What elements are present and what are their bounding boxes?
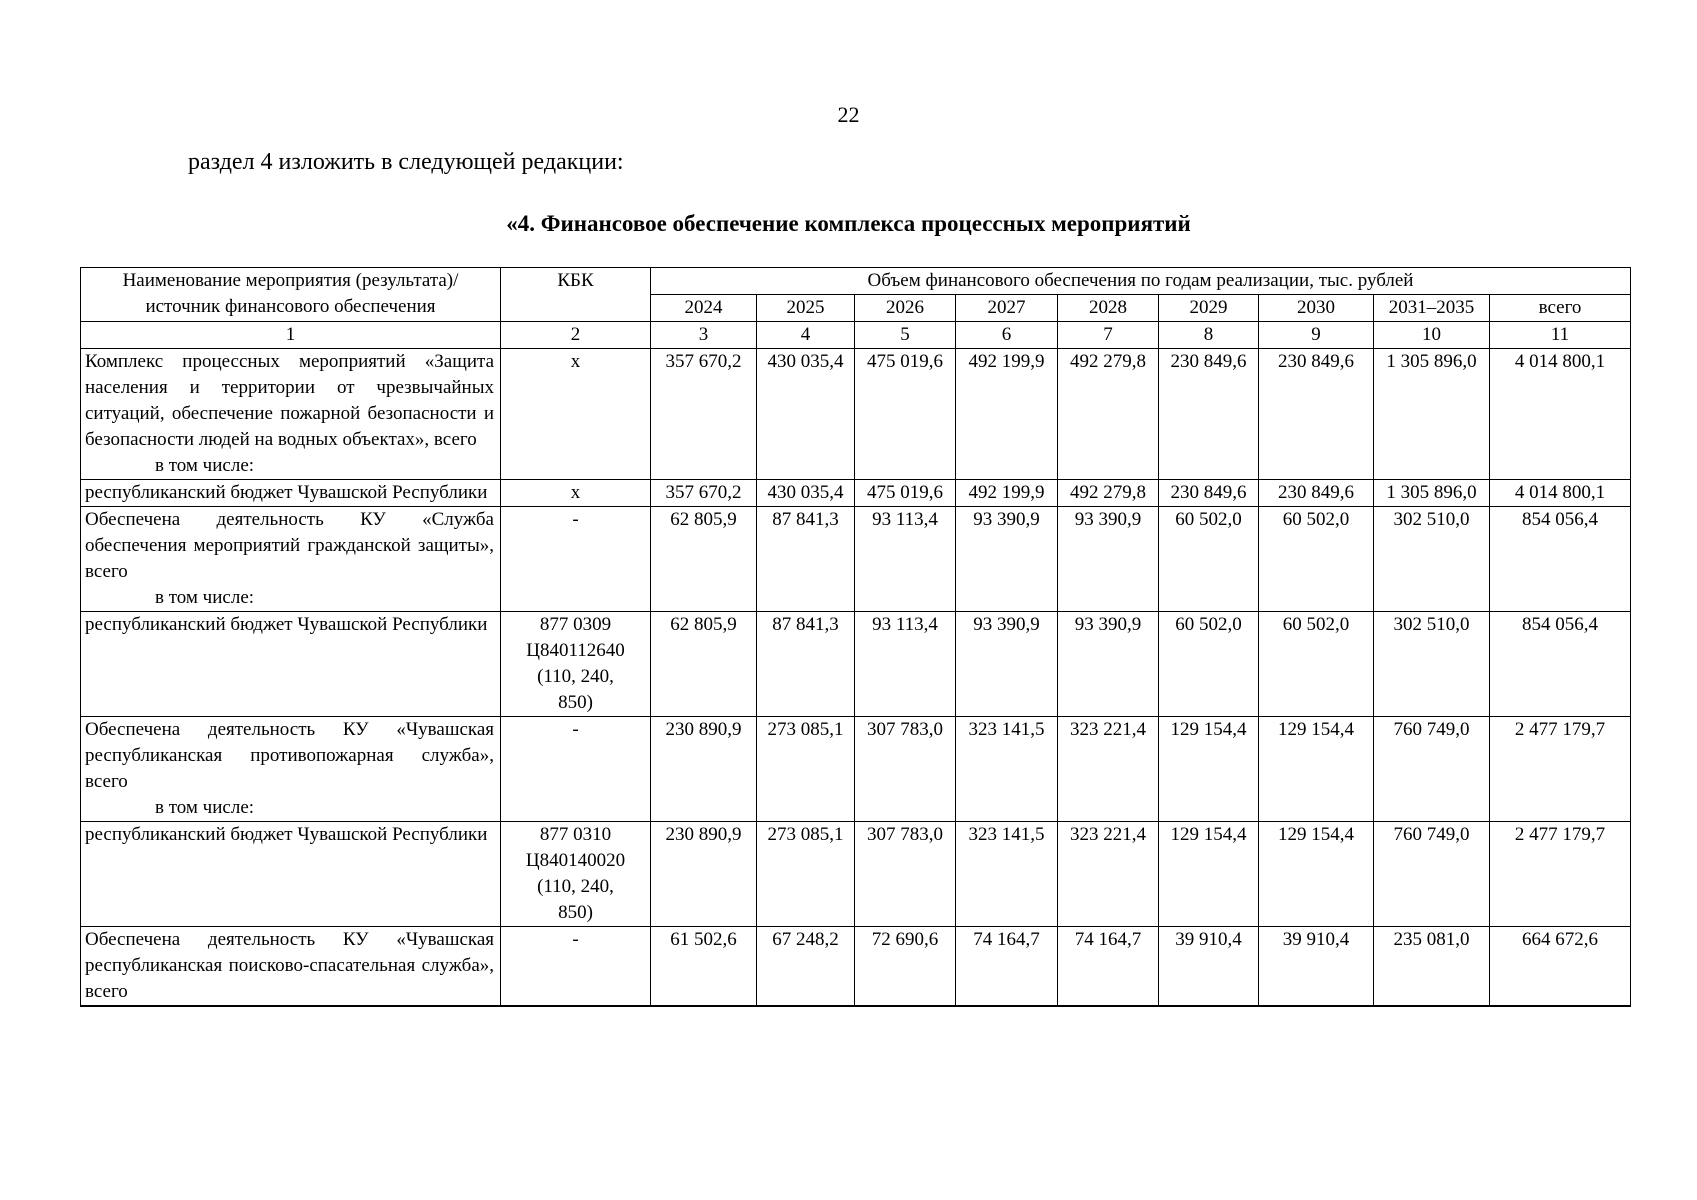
row-year-value: 67 248,2 — [757, 927, 855, 1007]
column-index: 11 — [1490, 322, 1631, 349]
row-year-value: 93 390,9 — [956, 612, 1058, 717]
row-year-value: 93 113,4 — [855, 612, 956, 717]
row-total-value: 4 014 800,1 — [1490, 480, 1631, 507]
row-year-value: 357 670,2 — [651, 349, 757, 480]
kbk-line: Ц840140020 — [525, 850, 626, 871]
row-year-value: 60 502,0 — [1159, 612, 1259, 717]
row-year-value: 475 019,6 — [855, 480, 956, 507]
row-name-cell — [81, 507, 501, 612]
row-year-value: 74 164,7 — [1058, 927, 1159, 1007]
row-year-value: 302 510,0 — [1374, 612, 1490, 717]
row-name-cell — [81, 612, 501, 717]
row-year-value: 430 035,4 — [757, 349, 855, 480]
row-year-value: 230 890,9 — [651, 717, 757, 822]
column-index: 4 — [757, 322, 855, 349]
row-name-cell — [81, 480, 501, 507]
column-index: 9 — [1259, 322, 1374, 349]
row-name: Обеспечена деятельность КУ «Чувашская республиканская поисково-спасательная служба», всего — [85, 929, 494, 1002]
row-kbk — [501, 822, 651, 927]
header-year: 2029 — [1159, 295, 1259, 322]
table-row — [81, 507, 1631, 612]
row-year-value: 74 164,7 — [956, 927, 1058, 1007]
header-kbk: КБК — [501, 268, 651, 322]
row-year-value: 93 390,9 — [1058, 612, 1159, 717]
row-subtitle: в том числе: — [155, 455, 255, 476]
kbk-line: (110, 240, — [537, 666, 614, 687]
header-name: Наименование мероприятия (результата)/источник финансового обеспечения — [81, 268, 501, 322]
row-year-value: 129 154,4 — [1259, 717, 1374, 822]
table-header — [81, 268, 1631, 322]
row-year-value: 323 221,4 — [1058, 717, 1159, 822]
header-total: всего — [1490, 295, 1631, 322]
header-year: 2031–2035 — [1374, 295, 1490, 322]
row-year-value: 39 910,4 — [1259, 927, 1374, 1007]
row-year-value: 93 390,9 — [1058, 507, 1159, 612]
row-year-value: 230 849,6 — [1159, 349, 1259, 480]
column-index: 1 — [81, 322, 501, 349]
row-year-value: 307 783,0 — [855, 717, 956, 822]
kbk-line: - — [572, 509, 579, 530]
row-year-value: 60 502,0 — [1159, 507, 1259, 612]
header-volume: Объем финансового обеспечения по годам реализации, тыс. рублей — [651, 268, 1631, 295]
row-year-value: 93 390,9 — [956, 507, 1058, 612]
row-year-value: 62 805,9 — [651, 507, 757, 612]
row-year-value: 129 154,4 — [1259, 822, 1374, 927]
kbk-line: Ц840112640 — [526, 640, 625, 661]
row-total-value: 854 056,4 — [1490, 507, 1631, 612]
row-year-value: 129 154,4 — [1159, 717, 1259, 822]
row-year-value: 492 279,8 — [1058, 480, 1159, 507]
header-year: 2027 — [956, 295, 1058, 322]
table-row — [81, 349, 1631, 480]
table-row — [81, 822, 1631, 927]
table-row — [81, 480, 1631, 507]
row-total-value: 854 056,4 — [1490, 612, 1631, 717]
row-year-value: 87 841,3 — [757, 612, 855, 717]
row-year-value: 62 805,9 — [651, 612, 757, 717]
row-year-value: 273 085,1 — [757, 822, 855, 927]
column-index: 10 — [1374, 322, 1490, 349]
row-year-value: 61 502,6 — [651, 927, 757, 1007]
header-year: 2026 — [855, 295, 956, 322]
row-name-cell — [81, 927, 501, 1007]
header-year: 2030 — [1259, 295, 1374, 322]
row-name-cell — [81, 717, 501, 822]
row-year-value: 60 502,0 — [1259, 507, 1374, 612]
row-year-value: 760 749,0 — [1374, 822, 1490, 927]
row-year-value: 230 890,9 — [651, 822, 757, 927]
row-name: республиканский бюджет Чувашской Республики — [85, 482, 488, 503]
row-year-value: 323 221,4 — [1058, 822, 1159, 927]
row-year-value: 302 510,0 — [1374, 507, 1490, 612]
column-index-row — [81, 322, 1631, 349]
section-title: «4. Финансовое обеспечение комплекса процессных мероприятий — [506, 211, 1191, 236]
table-row — [81, 927, 1631, 1007]
column-index: 8 — [1159, 322, 1259, 349]
row-name: республиканский бюджет Чувашской Республики — [85, 614, 488, 635]
row-year-value: 1 305 896,0 — [1374, 349, 1490, 480]
row-name: республиканский бюджет Чувашской Республики — [85, 824, 488, 845]
table-row — [81, 717, 1631, 822]
table-body — [81, 322, 1631, 1007]
row-year-value: 357 670,2 — [651, 480, 757, 507]
row-kbk — [501, 507, 651, 612]
row-name-cell — [81, 822, 501, 927]
row-total-value: 2 477 179,7 — [1490, 717, 1631, 822]
kbk-line: 850) — [558, 692, 593, 713]
row-name-cell — [81, 349, 501, 480]
row-year-value: 129 154,4 — [1159, 822, 1259, 927]
row-name: Комплекс процессных мероприятий «Защита населения и территории от чрезвычайных ситуаций, обеспечение пожарной безопасности и безопасности людей на водных объектах», всего — [85, 351, 494, 450]
row-year-value: 1 305 896,0 — [1374, 480, 1490, 507]
row-year-value: 39 910,4 — [1159, 927, 1259, 1007]
table-row — [81, 612, 1631, 717]
row-kbk — [501, 717, 651, 822]
kbk-line: 877 0309 — [539, 614, 612, 635]
kbk-line: - — [572, 719, 579, 740]
kbk-line: х — [570, 482, 581, 503]
row-subtitle: в том числе: — [155, 587, 255, 608]
row-year-value: 307 783,0 — [855, 822, 956, 927]
intro-text: раздел 4 изложить в следующей редакции: — [188, 149, 624, 175]
row-year-value: 72 690,6 — [855, 927, 956, 1007]
row-year-value: 230 849,6 — [1259, 349, 1374, 480]
row-year-value: 475 019,6 — [855, 349, 956, 480]
row-year-value: 760 749,0 — [1374, 717, 1490, 822]
column-index: 3 — [651, 322, 757, 349]
header-year: 2025 — [757, 295, 855, 322]
kbk-line: (110, 240, — [537, 876, 614, 897]
financing-table — [80, 267, 1631, 1007]
row-year-value: 230 849,6 — [1259, 480, 1374, 507]
header-year: 2024 — [651, 295, 757, 322]
row-total-value: 664 672,6 — [1490, 927, 1631, 1007]
row-year-value: 323 141,5 — [956, 822, 1058, 927]
row-year-value: 323 141,5 — [956, 717, 1058, 822]
row-year-value: 492 199,9 — [956, 349, 1058, 480]
row-kbk — [501, 349, 651, 480]
row-name: Обеспечена деятельность КУ «Служба обеспечения мероприятий гражданской защиты», всего — [85, 509, 494, 582]
row-kbk — [501, 612, 651, 717]
row-total-value: 4 014 800,1 — [1490, 349, 1631, 480]
row-year-value: 60 502,0 — [1259, 612, 1374, 717]
row-year-value: 492 279,8 — [1058, 349, 1159, 480]
column-index: 5 — [855, 322, 956, 349]
kbk-line: 877 0310 — [539, 824, 612, 845]
row-year-value: 230 849,6 — [1159, 480, 1259, 507]
page-number: 22 — [837, 102, 860, 127]
row-year-value: 93 113,4 — [855, 507, 956, 612]
row-total-value: 2 477 179,7 — [1490, 822, 1631, 927]
row-year-value: 235 081,0 — [1374, 927, 1490, 1007]
row-year-value: 430 035,4 — [757, 480, 855, 507]
kbk-line: - — [572, 929, 579, 950]
column-index: 6 — [956, 322, 1058, 349]
row-kbk — [501, 927, 651, 1007]
column-index: 7 — [1058, 322, 1159, 349]
kbk-line: 850) — [558, 902, 593, 923]
row-year-value: 492 199,9 — [956, 480, 1058, 507]
kbk-line: х — [570, 351, 581, 372]
row-year-value: 87 841,3 — [757, 507, 855, 612]
column-index: 2 — [501, 322, 651, 349]
row-kbk — [501, 480, 651, 507]
row-year-value: 273 085,1 — [757, 717, 855, 822]
row-name: Обеспечена деятельность КУ «Чувашская республиканская противопожарная служба», всего — [85, 719, 494, 792]
row-subtitle: в том числе: — [155, 797, 255, 818]
header-year: 2028 — [1058, 295, 1159, 322]
